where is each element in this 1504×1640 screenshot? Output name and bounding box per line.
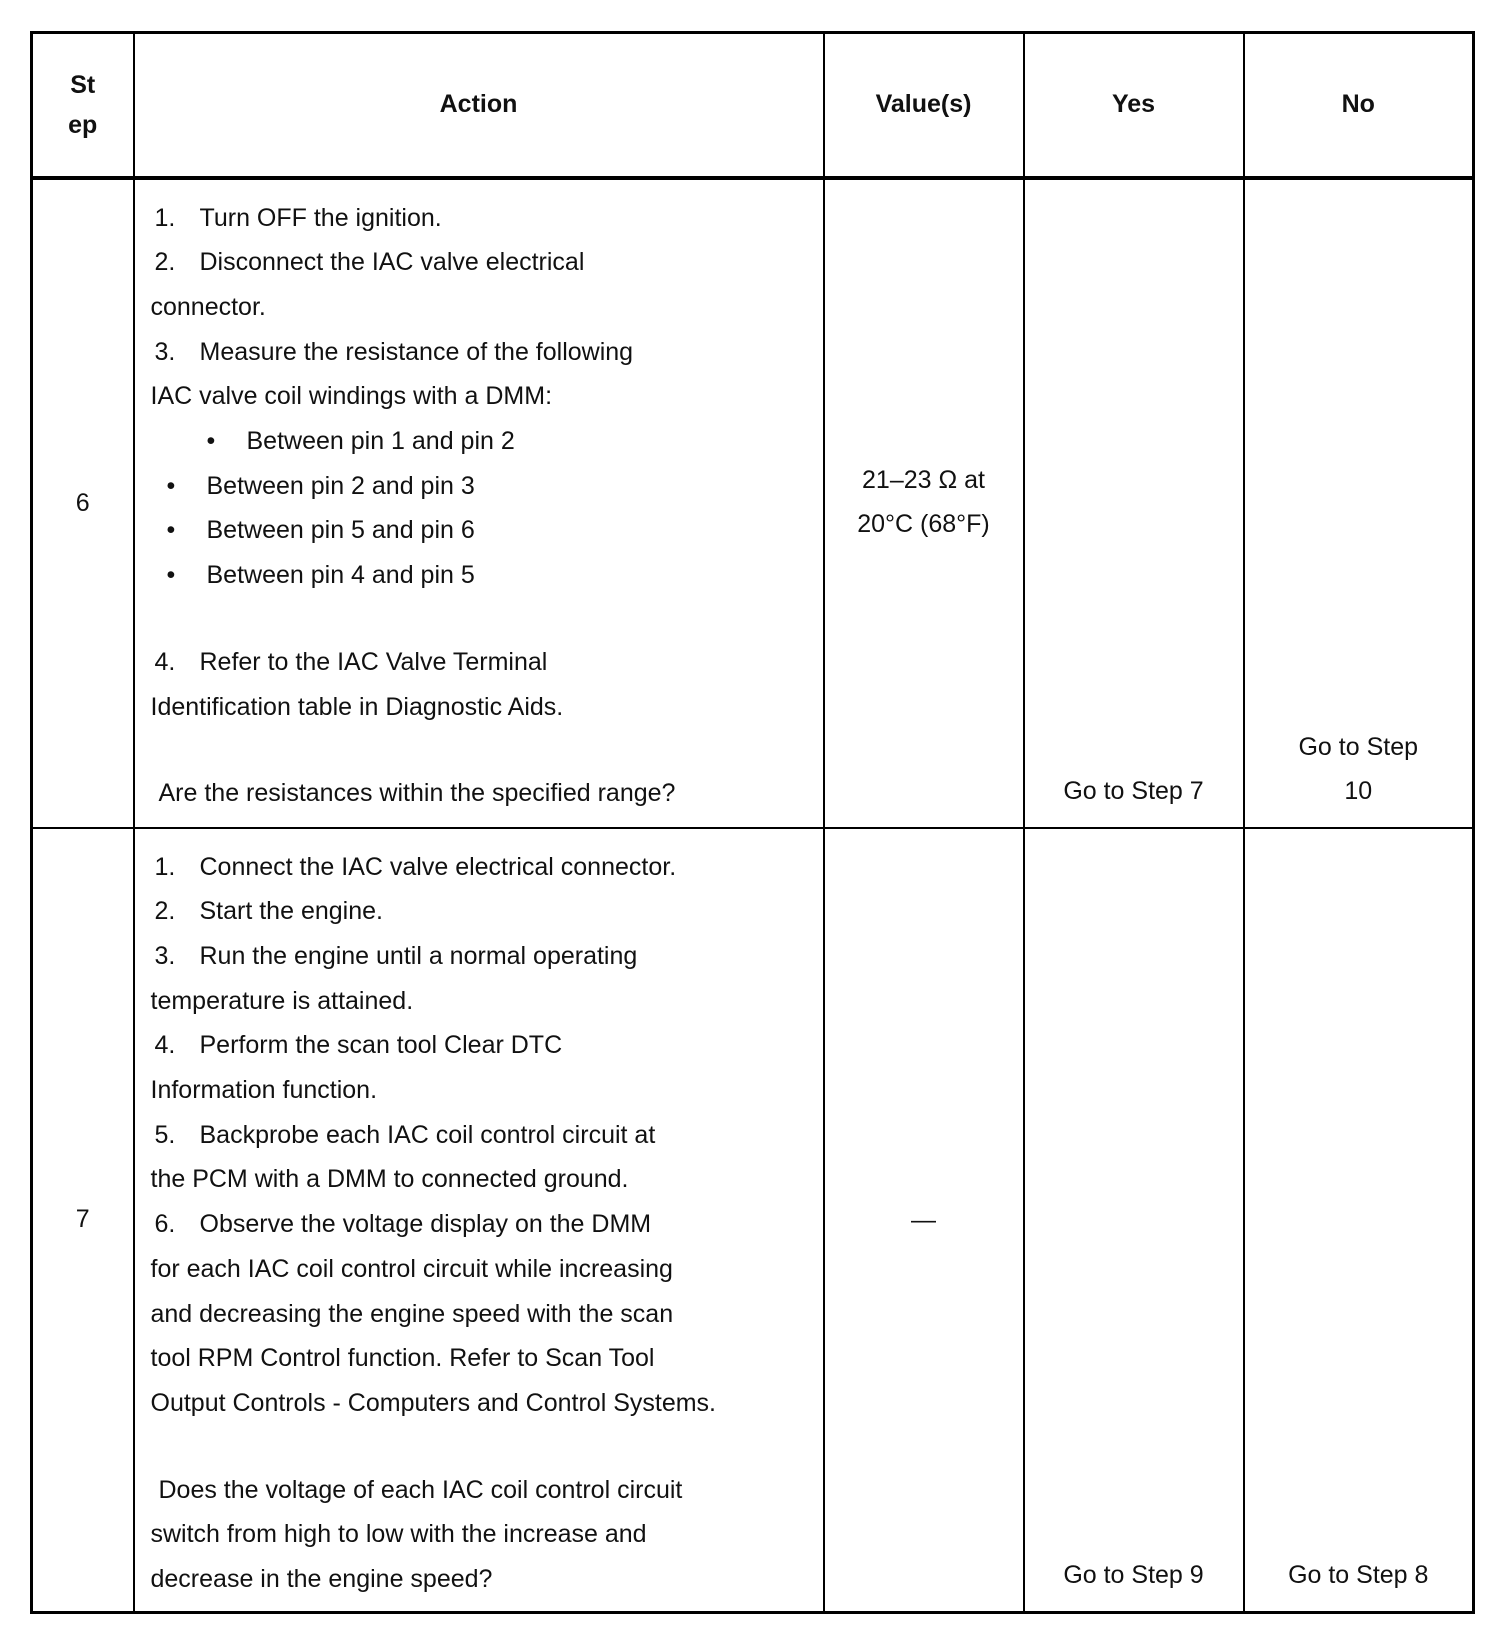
header-step	[32, 33, 134, 178]
action-question: decrease in the engine speed?	[150, 1565, 493, 1594]
value-cell	[824, 828, 1024, 1613]
action-line: 5. Backprobe each IAC coil control circuit at	[154, 1120, 656, 1149]
no-cell	[1244, 178, 1474, 828]
no-line1: Go to Step	[1298, 732, 1419, 761]
bullet-item: • Between pin 1 and pin 2	[151, 419, 813, 464]
value-line1: 21–23 Ω at	[862, 465, 985, 494]
action-cell	[134, 178, 824, 828]
header-no: No	[1244, 33, 1474, 178]
bullet-item: • Between pin 2 and pin 3	[151, 464, 813, 509]
action-line: 4. Perform the scan tool Clear DTC	[154, 1031, 563, 1060]
action-line: connector.	[150, 292, 266, 321]
action-cell	[134, 828, 824, 1613]
action-line: 4. Refer to the IAC Valve Terminal	[154, 647, 548, 676]
action-line: 3. Measure the resistance of the following	[154, 337, 634, 366]
header-step-line2: ep	[68, 110, 98, 139]
yes-cell: Go to Step 7	[1024, 178, 1244, 828]
bullet-icon: •	[166, 561, 176, 590]
action-line: Information function.	[150, 1076, 378, 1105]
header-yes: Yes	[1024, 33, 1244, 178]
action-line: Output Controls - Computers and Control Systems.	[150, 1388, 717, 1417]
header-action: Action	[134, 33, 824, 178]
action-line: Identification table in Diagnostic Aids.	[150, 692, 564, 721]
bullet-icon: •	[166, 471, 176, 500]
action-line: 1. Connect the IAC valve electrical connector.	[154, 852, 677, 881]
diagnostic-table	[30, 31, 1475, 1614]
value-line2: 20°C (68°F)	[857, 509, 990, 538]
action-line: 3. Run the engine until a normal operating	[154, 941, 638, 970]
action-line: temperature is attained.	[150, 986, 414, 1015]
action-line: IAC valve coil windings with a DMM:	[150, 382, 553, 411]
table-row	[32, 178, 1474, 828]
bullet-icon: •	[166, 516, 176, 545]
spacer	[151, 598, 813, 640]
bullet-icon: •	[206, 427, 216, 456]
spacer	[151, 1426, 813, 1468]
value-cell	[824, 178, 1024, 828]
action-line: 1. Turn OFF the ignition.	[154, 203, 442, 232]
header-row	[32, 33, 1474, 178]
bullet-item: • Between pin 5 and pin 6	[151, 508, 813, 553]
spacer	[151, 729, 813, 771]
action-line: the PCM with a DMM to connected ground.	[150, 1165, 629, 1194]
action-question: switch from high to low with the increase and	[150, 1520, 647, 1549]
action-question: Does the voltage of each IAC coil control circuit	[158, 1475, 683, 1504]
action-line: 2. Disconnect the IAC valve electrical	[154, 248, 585, 277]
action-line: 6. Observe the voltage display on the DMM	[154, 1210, 652, 1239]
action-line: and decreasing the engine speed with the scan	[150, 1299, 674, 1328]
yes-cell: Go to Step 9	[1024, 828, 1244, 1613]
value-dash: —	[911, 1205, 936, 1234]
step-number: 7	[32, 828, 134, 1613]
header-values: Value(s)	[824, 33, 1024, 178]
table-row	[32, 828, 1474, 1613]
action-line: 2. Start the engine.	[154, 897, 383, 926]
action-line: for each IAC coil control circuit while increasing	[150, 1254, 673, 1283]
header-step-line1: St	[70, 70, 96, 99]
no-cell: Go to Step 8	[1244, 828, 1474, 1613]
step-number: 6	[32, 178, 134, 828]
bullet-item: • Between pin 4 and pin 5	[151, 553, 813, 598]
action-line: tool RPM Control function. Refer to Scan Tool	[150, 1344, 655, 1373]
action-question: Are the resistances within the specified range?	[158, 779, 676, 808]
no-line2: 10	[1344, 776, 1373, 805]
